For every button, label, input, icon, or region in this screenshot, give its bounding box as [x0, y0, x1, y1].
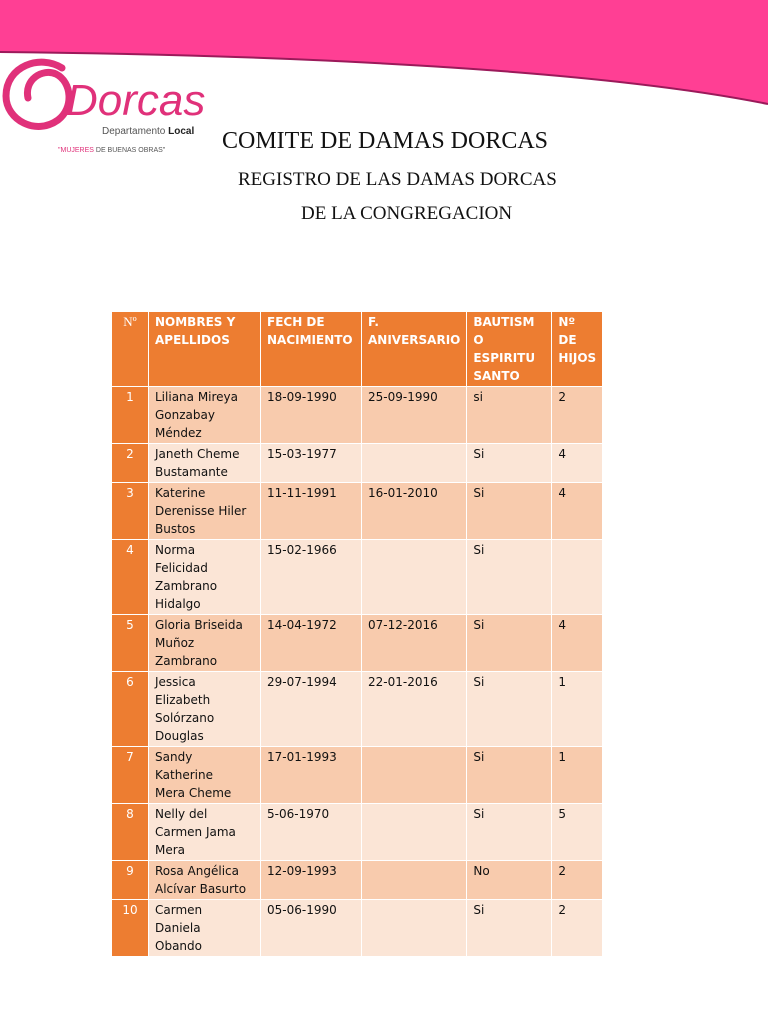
header-number: Nº	[112, 312, 149, 387]
cell-anniversary	[362, 861, 467, 900]
cell-baptism: Si	[467, 483, 552, 540]
cell-birthdate: 5-06-1970	[261, 804, 362, 861]
header-children: Nº DE HIJOS	[552, 312, 603, 387]
cell-children	[552, 540, 603, 615]
table-header-row	[112, 312, 603, 387]
logo-department: Departamento Local	[102, 126, 195, 137]
cell-number: 10	[112, 900, 149, 957]
cell-birthdate: 14-04-1972	[261, 615, 362, 672]
cell-baptism: Si	[467, 804, 552, 861]
table-row	[112, 615, 603, 672]
cell-baptism: Si	[467, 540, 552, 615]
cell-baptism: Si	[467, 615, 552, 672]
cell-children: 2	[552, 387, 603, 444]
cell-baptism: Si	[467, 444, 552, 483]
cell-number: 8	[112, 804, 149, 861]
cell-children: 1	[552, 672, 603, 747]
page-title: COMITE DE DAMAS DORCAS	[222, 128, 549, 154]
table-row	[112, 861, 603, 900]
cell-baptism: No	[467, 861, 552, 900]
cell-birthdate: 29-07-1994	[261, 672, 362, 747]
cell-number: 6	[112, 672, 149, 747]
cell-anniversary	[362, 747, 467, 804]
header-anniversary: F. ANIVERSARIO	[362, 312, 467, 387]
cell-baptism: Si	[467, 747, 552, 804]
cell-number: 2	[112, 444, 149, 483]
cell-birthdate: 12-09-1993	[261, 861, 362, 900]
cell-anniversary: 07-12-2016	[362, 615, 467, 672]
cell-name: Nelly del Carmen Jama Mera	[149, 804, 261, 861]
page-subtitle-2: DE LA CONGREGACION	[301, 203, 513, 224]
cell-birthdate: 17-01-1993	[261, 747, 362, 804]
cell-name: Norma Felicidad Zambrano Hidalgo	[149, 540, 261, 615]
cell-children: 2	[552, 900, 603, 957]
cell-name: Katerine Derenisse Hiler Bustos	[149, 483, 261, 540]
cell-name: Jessica Elizabeth Solórzano Douglas	[149, 672, 261, 747]
cell-number: 9	[112, 861, 149, 900]
cell-children: 1	[552, 747, 603, 804]
cell-name: Liliana Mireya Gonzabay Méndez	[149, 387, 261, 444]
dorcas-logo	[0, 58, 230, 168]
table-row	[112, 747, 603, 804]
cell-children: 4	[552, 444, 603, 483]
cell-children: 4	[552, 483, 603, 540]
cell-anniversary	[362, 804, 467, 861]
header-baptism: BAUTISM O ESPIRITU SANTO	[467, 312, 552, 387]
cell-name: Gloria Briseida Muñoz Zambrano	[149, 615, 261, 672]
table-row	[112, 444, 603, 483]
cell-anniversary	[362, 540, 467, 615]
cell-name: Rosa Angélica Alcívar Basurto	[149, 861, 261, 900]
table-row	[112, 387, 603, 444]
cell-birthdate: 15-03-1977	[261, 444, 362, 483]
table-row	[112, 540, 603, 615]
cell-anniversary	[362, 444, 467, 483]
cell-name: Sandy Katherine Mera Cheme	[149, 747, 261, 804]
page-subtitle: REGISTRO DE LAS DAMAS DORCAS	[238, 169, 557, 190]
table-row	[112, 483, 603, 540]
logo-tagline: "MUJERES DE BUENAS OBRAS"	[58, 147, 166, 154]
cell-anniversary: 16-01-2010	[362, 483, 467, 540]
cell-children: 4	[552, 615, 603, 672]
table-row	[112, 804, 603, 861]
cell-birthdate: 18-09-1990	[261, 387, 362, 444]
cell-number: 1	[112, 387, 149, 444]
cell-number: 4	[112, 540, 149, 615]
cell-anniversary: 25-09-1990	[362, 387, 467, 444]
cell-name: Carmen Daniela Obando	[149, 900, 261, 957]
logo-wordmark: Dorcas	[66, 76, 206, 125]
cell-birthdate: 11-11-1991	[261, 483, 362, 540]
table-row	[112, 900, 603, 957]
cell-anniversary	[362, 900, 467, 957]
cell-children: 2	[552, 861, 603, 900]
cell-number: 3	[112, 483, 149, 540]
cell-baptism: Si	[467, 900, 552, 957]
cell-birthdate: 05-06-1990	[261, 900, 362, 957]
cell-baptism: Si	[467, 672, 552, 747]
cell-anniversary: 22-01-2016	[362, 672, 467, 747]
cell-birthdate: 15-02-1966	[261, 540, 362, 615]
cell-number: 7	[112, 747, 149, 804]
cell-baptism: si	[467, 387, 552, 444]
header-names: NOMBRES Y APELLIDOS	[149, 312, 261, 387]
header-birthdate: FECH DE NACIMIENTO	[261, 312, 362, 387]
cell-number: 5	[112, 615, 149, 672]
registry-table	[111, 311, 603, 957]
table-row	[112, 672, 603, 747]
cell-name: Janeth Cheme Bustamante	[149, 444, 261, 483]
cell-children: 5	[552, 804, 603, 861]
